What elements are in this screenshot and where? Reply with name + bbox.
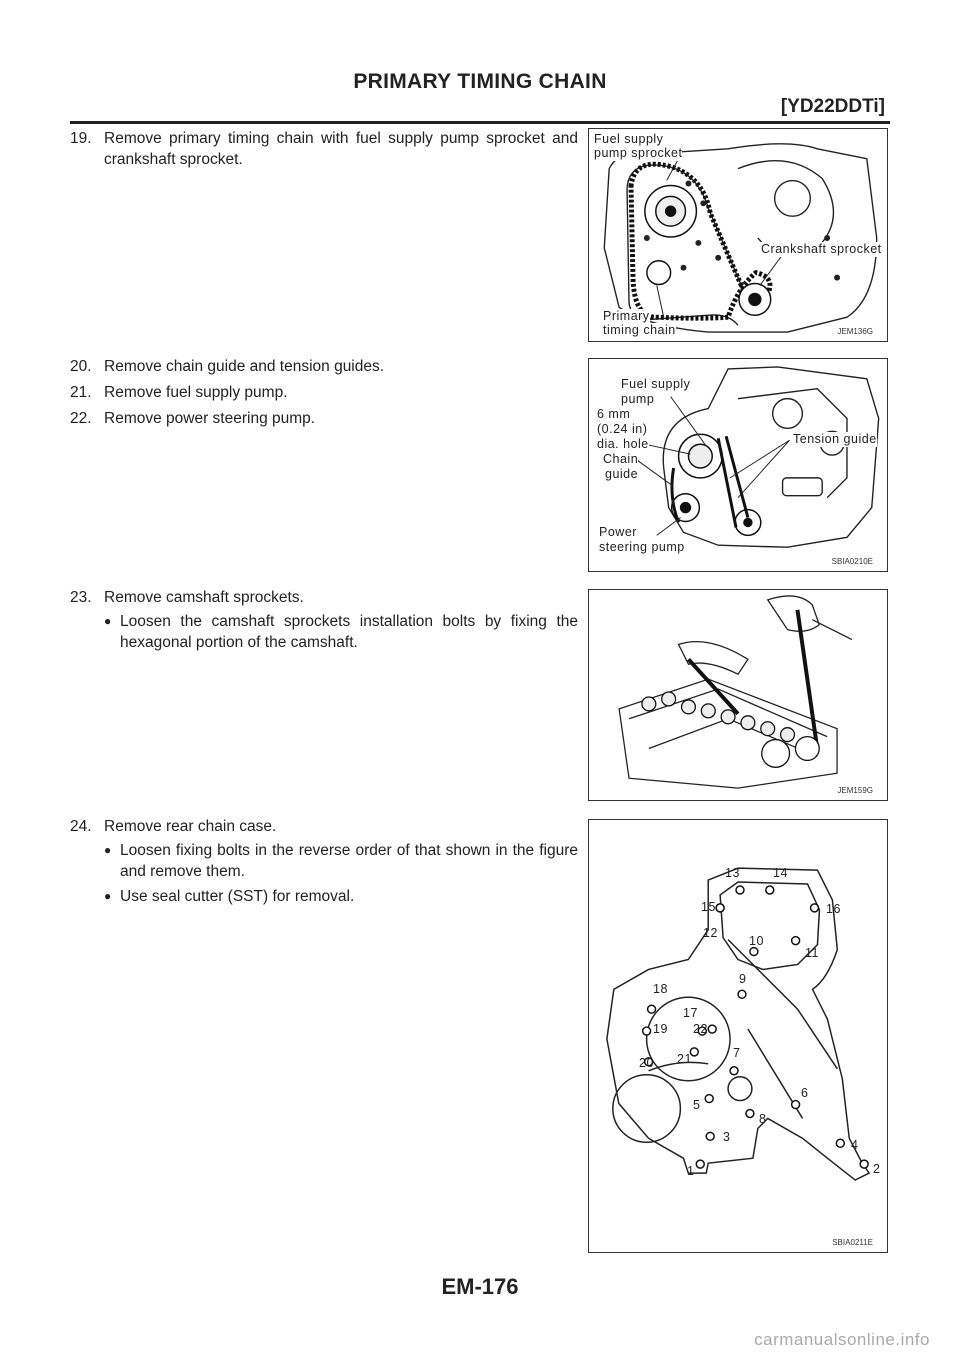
bullet-item [104,611,578,653]
bolt-label-3: 3 [723,1130,731,1144]
label-inch: (0.24 in) [597,422,648,436]
step-number: 23. [70,589,92,606]
bolt-label-8: 8 [759,1112,767,1126]
label-timing-chain: timing chain [603,323,676,337]
label-pump: pump [621,392,655,406]
page-number: EM-176 [441,1274,519,1299]
step-23 [70,587,578,608]
figure-primary-timing-chain [588,128,888,342]
figure-rear-chain-case [588,819,888,1253]
bolt-label-10: 10 [749,934,764,948]
step-text: Remove camshaft sprockets. [104,589,304,606]
label-6mm: 6 mm [597,407,631,421]
bolt-label-6: 6 [801,1086,809,1100]
bolt-label-22: 22 [693,1022,708,1036]
rear-chain-case-illustration [589,820,887,1252]
label-power: Power [599,525,637,539]
step-21 [70,382,578,403]
label-primary: Primary [603,309,650,323]
label-fuel-supply: Fuel supply [621,377,691,391]
figure-id: JEM159G [837,786,873,795]
site-watermark: carmanualsonline.info [754,1330,930,1349]
bolt-label-13: 13 [725,866,740,880]
step-22 [70,408,578,429]
step-text: Remove fuel supply pump. [104,384,288,401]
step-19 [70,128,578,170]
engine-model: [YD22DDTi] [780,96,885,117]
bullet-item [104,840,578,882]
bolt-label-20: 20 [639,1056,654,1070]
figure-id: SBIA0210E [831,557,873,566]
label-crankshaft-sprocket: Crankshaft sprocket [761,242,882,256]
bolt-label-9: 9 [739,972,747,986]
camshaft-illustration [589,590,887,800]
step-text: Remove chain guide and tension guides. [104,358,385,375]
bolt-label-15: 15 [701,900,716,914]
bolt-label-17: 17 [683,1006,698,1020]
bullet-text: Use seal cutter (SST) for removal. [120,888,355,905]
step-number: 22. [70,410,92,427]
label-guide: guide [605,467,639,481]
bolt-label-14: 14 [773,866,788,880]
step-24 [70,816,578,837]
bolt-label-5: 5 [693,1098,701,1112]
step-20 [70,356,578,377]
label-dia-hole: dia. hole [597,437,649,451]
label-tension-guide: Tension guide [793,432,877,446]
bullet-text: Loosen fixing bolts in the reverse order of that shown in the figure and remove them. [120,842,578,880]
figure-camshaft-sprockets [588,589,888,801]
step-text: Remove power steering pump. [104,410,316,427]
step-text: Remove rear chain case. [104,818,277,835]
step-number: 24. [70,818,92,835]
bolt-label-2: 2 [873,1162,881,1176]
bolt-label-18: 18 [653,982,668,996]
figure-guides-pumps [588,358,888,572]
label-steering-pump: steering pump [599,540,685,554]
page-title: PRIMARY TIMING CHAIN [353,70,607,93]
label-chain: Chain [603,452,639,466]
bolt-label-21: 21 [677,1052,692,1066]
label-pump-sprocket: pump sprocket [594,146,683,160]
bullet-icon: ● [104,843,112,857]
label-fuel-supply: Fuel supply [594,132,664,146]
bolt-label-4: 4 [851,1138,859,1152]
bullet-item [104,886,578,907]
bolt-label-19: 19 [653,1022,668,1036]
bolt-label-11: 11 [805,946,819,960]
bolt-label-7: 7 [733,1046,741,1060]
bullet-text: Loosen the camshaft sprockets installation bolts by fixing the hexagonal portion of the camshaft. [120,613,578,651]
header-rule [70,121,890,124]
step-number: 19. [70,130,92,147]
bolt-label-12: 12 [703,926,718,940]
figure-id: JEM136G [837,327,873,336]
bullet-icon: ● [104,889,112,903]
step-number: 20. [70,358,92,375]
step-text: Remove primary timing chain with fuel supply pump sprocket and crankshaft sprocket. [104,130,578,168]
figure-id: SBIA0211E [832,1238,873,1247]
bolt-label-16: 16 [826,902,841,916]
step-number: 21. [70,384,92,401]
bolt-label-1: 1 [687,1164,695,1178]
bullet-icon: ● [104,614,112,628]
